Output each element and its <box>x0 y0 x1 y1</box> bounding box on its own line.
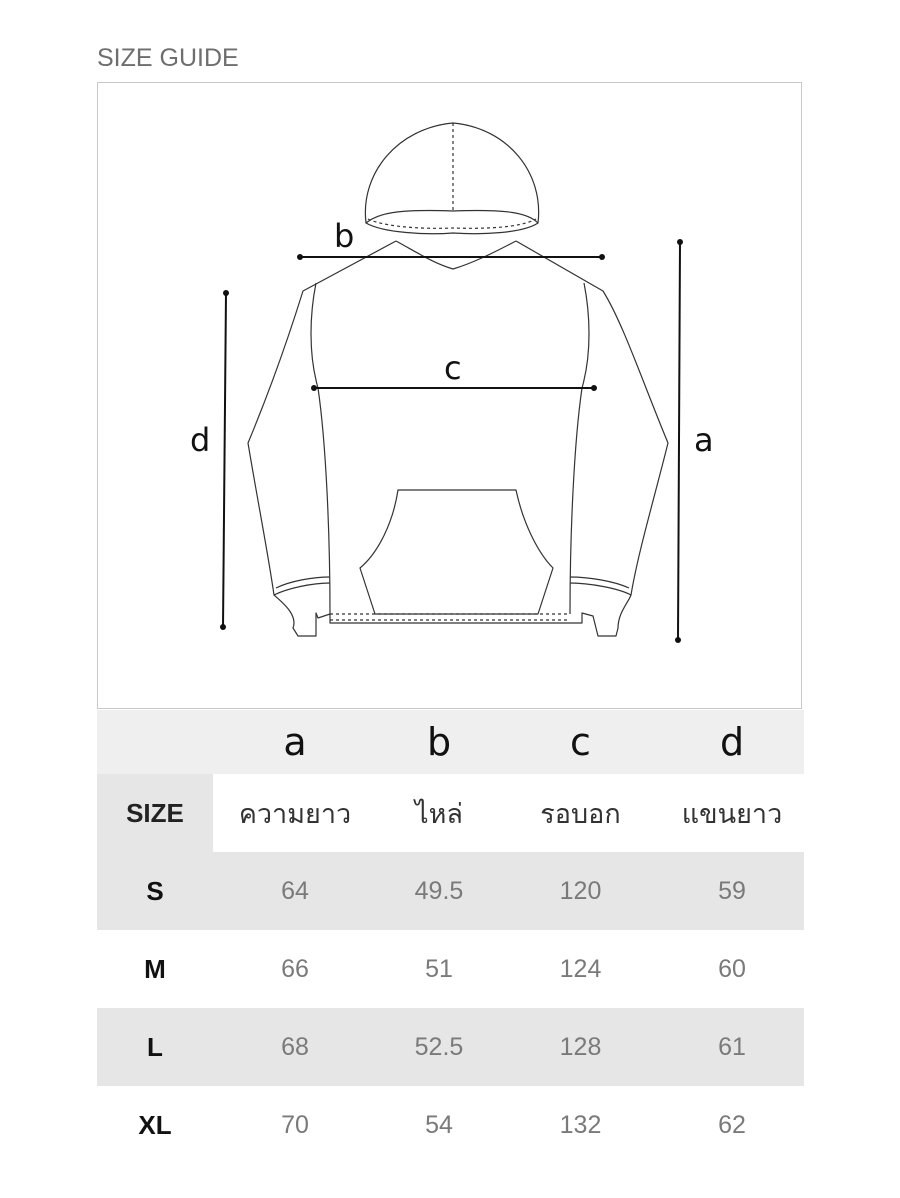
value-c: 128 <box>501 1008 660 1086</box>
hoodie-diagram <box>97 82 802 709</box>
measure-lines <box>223 242 680 640</box>
left-cuff <box>274 577 330 595</box>
body-outline <box>248 241 668 636</box>
label-a: a <box>694 421 714 459</box>
value-d: 59 <box>660 852 804 930</box>
measure-d-line <box>223 293 226 627</box>
column-name-chest: รอบอก <box>501 774 660 852</box>
right-cuff <box>570 577 631 595</box>
right-side-seam <box>570 283 589 614</box>
column-name-row <box>97 774 804 852</box>
value-a: 64 <box>213 852 377 930</box>
value-c: 132 <box>559 1110 602 1139</box>
neck-opening <box>396 241 516 269</box>
value-d: 61 <box>660 1008 804 1086</box>
value-c: 120 <box>501 852 660 930</box>
value-b: 52.5 <box>377 1008 501 1086</box>
value-b: 51 <box>425 954 453 983</box>
label-d: d <box>190 421 211 459</box>
value-d: 60 <box>718 954 746 983</box>
column-letter-a: a <box>213 710 377 774</box>
table-row <box>97 930 804 1008</box>
hoodie-illustration <box>98 83 803 710</box>
size-header: SIZE <box>97 774 213 852</box>
column-name-shoulder: ไหล่ <box>377 774 501 852</box>
size-name: L <box>97 1008 213 1086</box>
column-letter-c: c <box>501 710 660 774</box>
label-c: c <box>444 349 462 387</box>
table-row <box>97 1008 804 1086</box>
hem-band <box>330 614 570 620</box>
value-a: 70 <box>281 1110 309 1139</box>
table-row <box>97 852 804 930</box>
size-name: S <box>97 852 213 930</box>
value-c: 124 <box>559 954 602 983</box>
hood-outline <box>365 123 538 223</box>
left-side-seam <box>311 283 330 614</box>
hood-rim-inner <box>368 219 536 228</box>
column-letter-d: d <box>660 710 804 774</box>
value-d: 62 <box>718 1110 746 1139</box>
size-table <box>97 710 804 1164</box>
measure-a-line <box>678 242 680 640</box>
table-row <box>97 1086 804 1164</box>
column-letter-blank <box>97 710 213 774</box>
value-b: 54 <box>425 1110 453 1139</box>
size-name: XL <box>138 1109 172 1140</box>
column-letter-b: b <box>377 710 501 774</box>
kangaroo-pocket <box>360 490 553 614</box>
column-name-length: ความยาว <box>213 774 377 852</box>
value-a: 68 <box>213 1008 377 1086</box>
column-letter-row <box>97 710 804 774</box>
label-b: b <box>334 217 355 255</box>
value-a: 66 <box>281 954 309 983</box>
column-name-sleeve: แขนยาว <box>660 774 804 852</box>
page-title: SIZE GUIDE <box>97 44 239 72</box>
value-b: 49.5 <box>377 852 501 930</box>
size-name: M <box>144 953 166 984</box>
